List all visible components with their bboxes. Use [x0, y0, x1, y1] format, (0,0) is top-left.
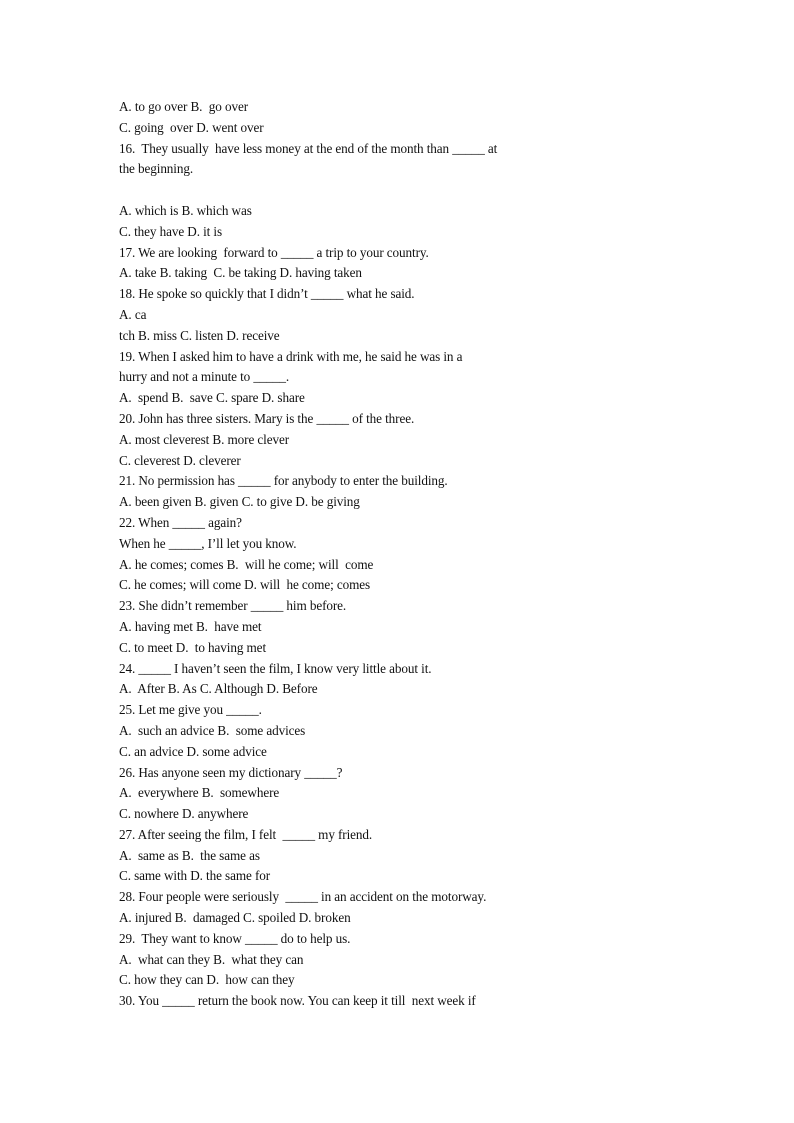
- text-line: A. having met B. have met: [119, 618, 262, 634]
- text-line: C. an advice D. some advice: [119, 743, 267, 759]
- question-25: 25. Let me give you _____.: [119, 702, 262, 718]
- blank-line: [119, 180, 539, 201]
- question-list: [119, 97, 539, 1012]
- question-21: 21. No permission has _____ for anybody to enter the building.: [119, 473, 448, 489]
- text-line: C. same with D. the same for: [119, 868, 271, 884]
- text-line: A. such an advice B. some advices: [119, 722, 306, 738]
- text-line: the beginning.: [119, 161, 194, 177]
- question-22: 22. When _____ again?: [119, 514, 242, 530]
- question-23: 23. She didn’t remember _____ him before.: [119, 598, 347, 614]
- text-line: C. cleverest D. cleverer: [119, 452, 241, 468]
- question-19: 19. When I asked him to have a drink with me, he said he was in a: [119, 348, 463, 364]
- text-line: A. most cleverest B. more clever: [119, 431, 290, 447]
- text-line: C. how they can D. how can they: [119, 972, 295, 988]
- text-line: A. to go over B. go over: [119, 99, 248, 114]
- text-line: A. which is B. which was: [119, 202, 252, 218]
- question-24: 24. _____ I haven’t seen the film, I know very little about it.: [119, 660, 432, 676]
- text-line: A. everywhere B. somewhere: [119, 785, 280, 801]
- text-line: A. he comes; comes B. will he come; will come: [119, 556, 374, 572]
- text-line: A. injured B. damaged C. spoiled D. broken: [119, 910, 351, 926]
- question-16: 16. They usually have less money at the end of the month than _____ at: [119, 140, 498, 156]
- text-line: C. he comes; will come D. will he come; comes: [119, 577, 371, 593]
- question-30: 30. You _____ return the book now. You can keep it till next week if: [119, 993, 476, 1009]
- text-line: A. ca: [119, 306, 147, 322]
- text-line: hurry and not a minute to _____.: [119, 369, 290, 385]
- text-line: When he _____, I’ll let you know.: [119, 535, 297, 551]
- text-line: C. they have D. it is: [119, 223, 223, 239]
- text-line: C. going over D. went over: [119, 119, 264, 135]
- question-26: 26. Has anyone seen my dictionary _____?: [119, 764, 343, 780]
- text-line: A. same as B. the same as: [119, 847, 260, 863]
- question-20: 20. John has three sisters. Mary is the _____ of the three.: [119, 410, 415, 426]
- text-line: A. what can they B. what they can: [119, 951, 304, 967]
- question-18: 18. He spoke so quickly that I didn’t _____ what he said.: [119, 286, 415, 302]
- text-line: A. take B. taking C. be taking D. having taken: [119, 265, 362, 281]
- question-28: 28. Four people were seriously _____ in an accident on the motorway.: [119, 889, 487, 905]
- text-line: A. After B. As C. Although D. Before: [119, 681, 318, 697]
- text-line: A. been given B. given C. to give D. be giving: [119, 494, 360, 510]
- text-line: tch B. miss C. listen D. receive: [119, 327, 280, 343]
- question-29: 29. They want to know _____ do to help us.: [119, 930, 351, 946]
- text-line: A. spend B. save C. spare D. share: [119, 390, 305, 406]
- question-27: 27. After seeing the film, I felt _____ my friend.: [119, 826, 373, 842]
- question-17: 17. We are looking forward to _____ a trip to your country.: [119, 244, 429, 260]
- text-line: C. nowhere D. anywhere: [119, 806, 249, 822]
- text-line: C. to meet D. to having met: [119, 639, 267, 655]
